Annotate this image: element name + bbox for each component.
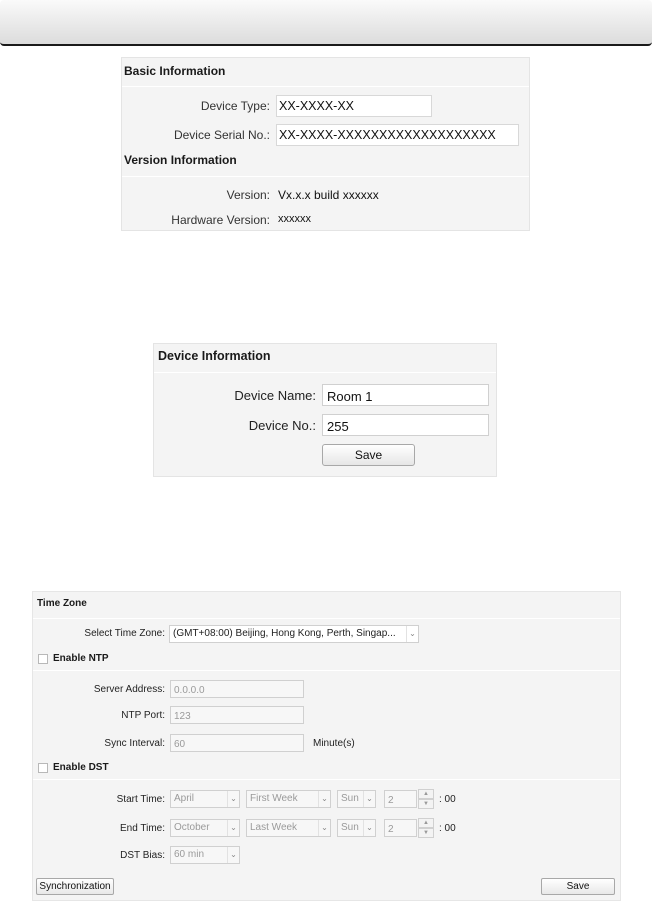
device-information-title: Device Information bbox=[158, 349, 271, 363]
end-hour-spinner[interactable] bbox=[418, 818, 434, 838]
hardware-version-value: xxxxxx bbox=[278, 213, 311, 225]
section-divider bbox=[122, 86, 529, 87]
spin-down-icon[interactable]: ▼ bbox=[418, 828, 434, 838]
enable-ntp-label: Enable NTP bbox=[53, 653, 109, 664]
time-zone-title: Time Zone bbox=[37, 598, 87, 609]
section-divider bbox=[33, 779, 620, 780]
spin-up-icon[interactable]: ▲ bbox=[418, 789, 434, 799]
enable-dst-label: Enable DST bbox=[53, 762, 109, 773]
section-divider bbox=[154, 372, 496, 373]
spin-down-icon[interactable]: ▼ bbox=[418, 799, 434, 809]
chevron-down-icon: ⌄ bbox=[318, 791, 330, 807]
sync-interval-label: Sync Interval: bbox=[104, 738, 165, 749]
device-serial-field: XX-XXXX-XXXXXXXXXXXXXXXXXXX bbox=[276, 124, 519, 146]
device-name-input[interactable] bbox=[322, 384, 489, 406]
sync-interval-input[interactable] bbox=[170, 734, 304, 752]
chevron-down-icon: ⌄ bbox=[227, 847, 239, 863]
end-week-select[interactable] bbox=[246, 819, 331, 837]
start-hour-spinner[interactable] bbox=[418, 789, 434, 809]
dst-bias-label: DST Bias: bbox=[120, 850, 165, 861]
synchronization-button[interactable]: Synchronization bbox=[36, 878, 114, 895]
version-information-title: Version Information bbox=[124, 153, 237, 167]
device-type-label: Device Type: bbox=[200, 99, 270, 113]
time-zone-panel bbox=[32, 591, 621, 901]
chevron-down-icon: ⌄ bbox=[363, 791, 375, 807]
end-hour-input[interactable] bbox=[384, 819, 417, 837]
enable-dst-checkbox[interactable] bbox=[38, 763, 48, 773]
chevron-down-icon: ⌄ bbox=[318, 820, 330, 836]
start-month-select[interactable] bbox=[170, 790, 240, 808]
start-day-value: Sun bbox=[341, 793, 359, 804]
time-zone-select-value: (GMT+08:00) Beijing, Hong Kong, Perth, Singap... bbox=[173, 628, 396, 639]
version-label: Version: bbox=[226, 188, 270, 202]
chevron-down-icon: ⌄ bbox=[363, 820, 375, 836]
chevron-down-icon: ⌄ bbox=[227, 791, 239, 807]
select-time-zone-label: Select Time Zone: bbox=[84, 628, 165, 639]
device-serial-label: Device Serial No.: bbox=[173, 128, 270, 142]
sync-interval-unit: Minute(s) bbox=[313, 738, 355, 749]
dst-bias-value: 60 min bbox=[174, 849, 205, 860]
server-address-label: Server Address: bbox=[93, 684, 165, 695]
ntp-port-label: NTP Port: bbox=[121, 710, 165, 721]
start-hour-input[interactable] bbox=[384, 790, 417, 808]
device-name-label: Device Name: bbox=[234, 388, 316, 403]
start-minutes-text: : 00 bbox=[439, 794, 456, 805]
end-month-select[interactable] bbox=[170, 819, 240, 837]
start-week-select[interactable] bbox=[246, 790, 331, 808]
start-time-label: Start Time: bbox=[116, 794, 165, 805]
time-zone-save-button[interactable]: Save bbox=[541, 878, 615, 895]
end-month-value: October bbox=[174, 822, 210, 833]
basic-information-panel bbox=[121, 57, 530, 231]
device-information-panel bbox=[153, 343, 497, 477]
chevron-down-icon: ⌄ bbox=[227, 820, 239, 836]
time-zone-select[interactable] bbox=[169, 625, 419, 643]
section-divider bbox=[122, 176, 529, 177]
end-week-value: Last Week bbox=[250, 822, 298, 833]
end-day-value: Sun bbox=[341, 822, 359, 833]
version-value: Vx.x.x build xxxxxx bbox=[278, 188, 379, 202]
chevron-down-icon: ⌄ bbox=[406, 626, 418, 642]
page-header-bar bbox=[0, 0, 652, 46]
device-number-label: Device No.: bbox=[248, 418, 316, 433]
end-time-label: End Time: bbox=[119, 823, 165, 834]
section-divider bbox=[33, 670, 620, 671]
end-day-select[interactable] bbox=[337, 819, 376, 837]
device-save-button[interactable]: Save bbox=[322, 444, 415, 466]
end-minutes-text: : 00 bbox=[439, 823, 456, 834]
start-day-select[interactable] bbox=[337, 790, 376, 808]
dst-bias-select[interactable] bbox=[170, 846, 240, 864]
start-week-value: First Week bbox=[250, 793, 298, 804]
hardware-version-label: Hardware Version: bbox=[171, 213, 270, 227]
enable-ntp-checkbox[interactable] bbox=[38, 654, 48, 664]
device-type-field: XX-XXXX-XX bbox=[276, 95, 432, 117]
device-number-input[interactable] bbox=[322, 414, 489, 436]
server-address-input[interactable] bbox=[170, 680, 304, 698]
spin-up-icon[interactable]: ▲ bbox=[418, 818, 434, 828]
basic-information-title: Basic Information bbox=[124, 64, 226, 78]
start-month-value: April bbox=[174, 793, 195, 804]
section-divider bbox=[33, 618, 620, 619]
ntp-port-input[interactable] bbox=[170, 706, 304, 724]
